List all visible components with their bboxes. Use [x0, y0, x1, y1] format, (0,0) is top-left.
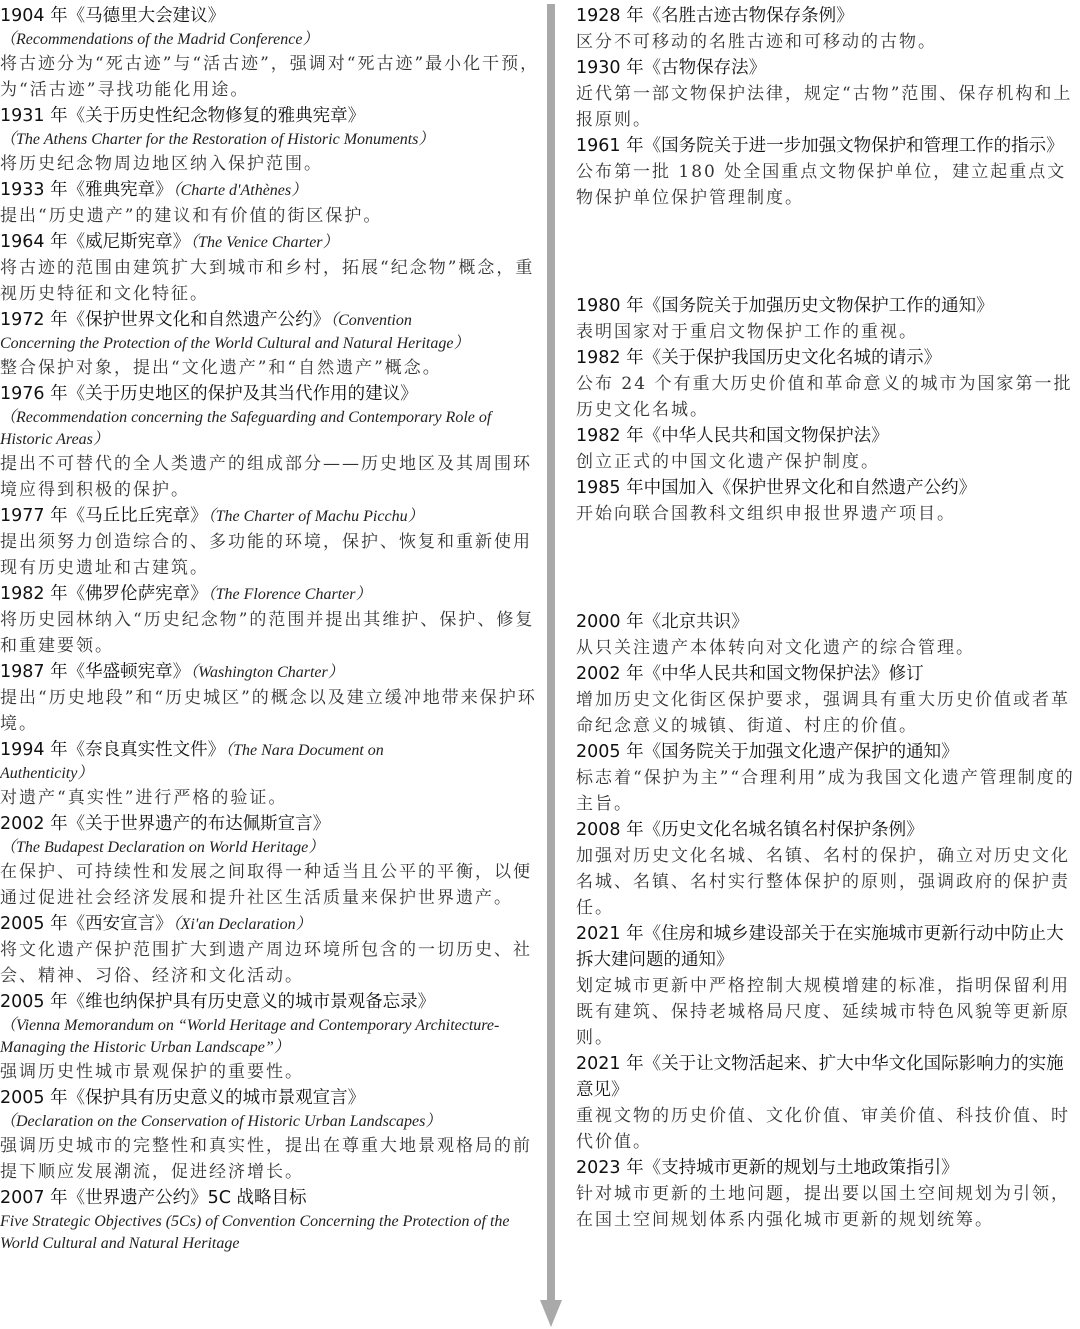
- entry-description: 对遗产“真实性”进行严格的验证。: [0, 788, 288, 808]
- entry-title: [0, 381, 540, 407]
- timeline-entry: [576, 1051, 1076, 1155]
- entry-title: [0, 307, 540, 333]
- timeline-entry: [576, 293, 1076, 345]
- entry-description: 区分不可移动的名胜古迹和可移动的古物。: [576, 32, 937, 52]
- entry-description: 创立正式的中国文化遗产保护制度。: [576, 452, 880, 472]
- entry-title-english: （Charte d'Athènes）: [172, 182, 308, 199]
- entry-description: 公布第一批 180 处全国重点文物保护单位，建立起重点文物保护单位保护管理制度。: [576, 162, 1067, 208]
- entry-title-text: 2000 年《北京共识》: [576, 612, 749, 632]
- entry-english-name: Authenticity）: [0, 765, 94, 782]
- entry-title-english: （The Florence Charter）: [207, 586, 372, 603]
- entry-english-name: Concerning the Protection of the World Cultural and Natural Heritage）: [0, 335, 470, 352]
- timeline-arrow: [540, 4, 562, 1327]
- entry-english-name: （Vienna Memorandum on “World Heritage and Contemporary Architecture-Managing the Historic Urban Landscape”）: [0, 1017, 500, 1056]
- entry-description: 针对城市更新的土地问题，提出要以国土空间规划为引领，在国土空间规划体系内强化城市更新的规划统筹。: [576, 1184, 1070, 1230]
- entry-description: 在保护、可持续性和发展之间取得一种适当且公平的平衡，以便通过促进社会经济发展和提升社区生活质量来保护世界遗产。: [0, 862, 532, 908]
- entry-english-name: （Declaration on the Conservation of Historic Urban Landscapes）: [0, 1113, 442, 1130]
- entry-title: [0, 581, 540, 607]
- timeline-entry: [576, 3, 1076, 55]
- timeline-entry: [0, 659, 540, 737]
- timeline-entry: [576, 609, 1076, 661]
- entry-title: [0, 1185, 540, 1211]
- entry-title-english: （Xi'an Declaration）: [172, 916, 312, 933]
- entry-title-text: 2021 年《住房和城乡建设部关于在实施城市更新行动中防止大拆大建问题的通知》: [576, 924, 1064, 970]
- entry-title: [576, 475, 1076, 501]
- entry-title-text: 2002 年《关于世界遗产的布达佩斯宣言》: [0, 814, 331, 834]
- entry-title-text: 1982 年《中华人民共和国文物保护法》: [576, 426, 889, 446]
- entry-title: [576, 609, 1076, 635]
- entry-description: 强调历史性城市景观保护的重要性。: [0, 1062, 304, 1082]
- entry-title-text: 2021 年《关于让文物活起来、扩大中华文化国际影响力的实施意见》: [576, 1054, 1064, 1100]
- entry-title: [576, 293, 1076, 319]
- timeline-entry: [576, 739, 1076, 817]
- entry-title: [576, 3, 1076, 29]
- entry-description: 标志着“保护为主”“合理利用”成为我国文化遗产管理制度的主旨。: [576, 768, 1075, 814]
- entry-description: 将历史园林纳入“历史纪念物”的范围并提出其维护、保护、修复和重建要领。: [0, 610, 535, 656]
- entry-description: 加强对历史文化名城、名镇、名村的保护，确立对历史文化名城、名镇、名村实行整体保护的原则，强调政府的保护责任。: [576, 846, 1070, 918]
- entry-title: [576, 739, 1076, 765]
- entry-description: 提出“历史遗产”的建议和有价值的街区保护。: [0, 206, 383, 226]
- timeline-entry: [0, 103, 540, 177]
- entry-title-text: 1972 年《保护世界文化和自然遗产公约》: [0, 310, 331, 330]
- entry-description: 整合保护对象，提出“文化遗产”和“自然遗产”概念。: [0, 358, 442, 378]
- entry-title: [576, 661, 1076, 687]
- timeline-arrow-shaft: [547, 4, 555, 1302]
- entry-title-text: 1933 年《雅典宪章》: [0, 180, 173, 200]
- entry-title-english: （The Charter of Machu Picchu）: [207, 508, 424, 525]
- entry-title-text: 1976 年《关于历史地区的保护及其当代作用的建议》: [0, 384, 418, 404]
- entry-title-text: 1964 年《威尼斯宪章》: [0, 232, 191, 252]
- timeline-entry: [0, 229, 540, 307]
- entry-title-english: （Convention: [330, 312, 412, 329]
- entry-title-text: 1930 年《古物保存法》: [576, 58, 767, 78]
- entry-english-name: Five Strategic Objectives (5Cs) of Convention Concerning the Protection of the World Cultural and Natural Heritage: [0, 1213, 510, 1252]
- timeline-entry: [0, 381, 540, 503]
- entry-title-english: （The Nara Document on: [225, 742, 384, 759]
- entry-title-text: 2005 年《维也纳保护具有历史意义的城市景观备忘录》: [0, 992, 436, 1012]
- entry-english-name: （Recommendations of the Madrid Conference）: [0, 31, 319, 48]
- entry-description: 提出须努力创造综合的、多功能的环境，保护、恢复和重新使用现有历史遗址和古建筑。: [0, 532, 532, 578]
- entry-title: [576, 817, 1076, 843]
- entry-title: [0, 811, 540, 837]
- period-gap: [576, 527, 1076, 609]
- entry-title-text: 2023 年《支持城市更新的规划与土地政策指引》: [576, 1158, 959, 1178]
- timeline-entry: [0, 3, 540, 103]
- entry-title: [576, 133, 1076, 159]
- entry-title-text: 1987 年《华盛顿宪章》: [0, 662, 191, 682]
- entry-title-text: 2007 年《世界遗产公约》5C 战略目标: [0, 1188, 307, 1208]
- timeline-entry: [0, 307, 540, 381]
- entry-description: 从只关注遗产本体转向对文化遗产的综合管理。: [576, 638, 975, 658]
- entry-description: 近代第一部文物保护法律，规定“古物”范围、保存机构和上报原则。: [576, 84, 1073, 130]
- entry-description: 公布 24 个有重大历史价值和革命意义的城市为国家第一批历史文化名城。: [576, 374, 1073, 420]
- timeline-arrow-head: [540, 1300, 562, 1327]
- timeline-entry: [576, 817, 1076, 921]
- entry-title: [0, 989, 540, 1015]
- timeline-entry: [576, 345, 1076, 423]
- entry-description: 强调历史城市的完整性和真实性，提出在尊重大地景观格局的前提下顺应发展潮流，促进经济增长。: [0, 1136, 532, 1182]
- timeline-entry: [576, 423, 1076, 475]
- entry-english-name: （Recommendation concerning the Safeguarding and Contemporary Role of Historic Areas）: [0, 409, 492, 448]
- entry-title-text: 1980 年《国务院关于加强历史文物保护工作的通知》: [576, 296, 994, 316]
- entry-title: [0, 3, 540, 29]
- entry-title: [576, 345, 1076, 371]
- entry-description: 划定城市更新中严格控制大规模增建的标准，指明保留利用既有建筑、保持老城格局尺度、延续城市特色风貌等更新原则。: [576, 976, 1070, 1048]
- entry-description: 增加历史文化街区保护要求，强调具有重大历史价值或者革命纪念意义的城镇、街道、村庄的价值。: [576, 690, 1070, 736]
- entry-title: [0, 737, 540, 763]
- timeline-entry: [0, 737, 540, 811]
- timeline-entry: [0, 989, 540, 1085]
- entry-description: 将古迹的范围由建筑扩大到城市和乡村，拓展“纪念物”概念，重视历史特征和文化特征。: [0, 258, 535, 304]
- timeline-entry: [0, 911, 540, 989]
- entry-title-text: 1928 年《名胜古迹古物保存条例》: [576, 6, 854, 26]
- entry-title-text: 1994 年《奈良真实性文件》: [0, 740, 226, 760]
- timeline-entry: [0, 811, 540, 911]
- entry-title-english: （Washington Charter）: [190, 664, 344, 681]
- entry-description: 将历史纪念物周边地区纳入保护范围。: [0, 154, 323, 174]
- entry-description: 重视文物的历史价值、文化价值、审美价值、科技价值、时代价值。: [576, 1106, 1070, 1152]
- entry-title: [576, 1155, 1076, 1181]
- timeline-entry: [576, 55, 1076, 133]
- entry-title-text: 2008 年《历史文化名城名镇名村保护条例》: [576, 820, 924, 840]
- international-documents-column: [0, 3, 540, 1255]
- entry-title-english: （The Venice Charter）: [190, 234, 339, 251]
- entry-title: [0, 177, 540, 203]
- entry-title: [576, 55, 1076, 81]
- entry-title-text: 2005 年《保护具有历史意义的城市景观宣言》: [0, 1088, 366, 1108]
- entry-title-text: 1985 年中国加入《保护世界文化和自然遗产公约》: [576, 478, 977, 498]
- entry-title-text: 1977 年《马丘比丘宪章》: [0, 506, 208, 526]
- entry-title: [0, 503, 540, 529]
- timeline-entry: [576, 921, 1076, 1051]
- entry-title: [576, 921, 1076, 973]
- timeline-entry: [576, 475, 1076, 527]
- entry-description: 开始向联合国教科文组织申报世界遗产项目。: [576, 504, 956, 524]
- entry-title: [576, 423, 1076, 449]
- entry-title-text: 2002 年《中华人民共和国文物保护法》修订: [576, 664, 924, 684]
- period-gap: [576, 211, 1076, 293]
- entry-title-text: 1904 年《马德里大会建议》: [0, 6, 226, 26]
- timeline-entry: [0, 503, 540, 581]
- entry-title-text: 1982 年《佛罗伦萨宪章》: [0, 584, 208, 604]
- entry-title: [0, 1085, 540, 1111]
- entry-english-name: （The Budapest Declaration on World Heritage）: [0, 839, 325, 856]
- entry-title-text: 1961 年《国务院关于进一步加强文物保护和管理工作的指示》: [576, 136, 1064, 156]
- entry-description: 表明国家对于重启文物保护工作的重视。: [576, 322, 918, 342]
- entry-title-text: 2005 年《西安宣言》: [0, 914, 173, 934]
- entry-title: [0, 103, 540, 129]
- entry-title-text: 1982 年《关于保护我国历史文化名城的请示》: [576, 348, 942, 368]
- entry-title: [0, 911, 540, 937]
- timeline-entry: [0, 1085, 540, 1185]
- entry-description: 将古迹分为“死古迹”与“活古迹”，强调对“死古迹”最小化干预，为“活古迹”寻找功能化用途。: [0, 54, 540, 100]
- entry-description: 提出“历史地段”和“历史城区”的概念以及建立缓冲地带来保护环境。: [0, 688, 537, 734]
- entry-title-text: 1931 年《关于历史性纪念物修复的雅典宪章》: [0, 106, 366, 126]
- entry-title-text: 2005 年《国务院关于加强文化遗产保护的通知》: [576, 742, 959, 762]
- timeline-entry: [0, 1185, 540, 1255]
- entry-title: [0, 659, 540, 685]
- timeline-entry: [0, 581, 540, 659]
- entry-description: 提出不可替代的全人类遗产的组成部分——历史地区及其周围环境应得到积极的保护。: [0, 454, 532, 500]
- timeline-entry: [576, 1155, 1076, 1233]
- timeline-entry: [576, 133, 1076, 211]
- entry-english-name: （The Athens Charter for the Restoration of Historic Monuments）: [0, 131, 435, 148]
- entry-description: 将文化遗产保护范围扩大到遗产周边环境所包含的一切历史、社会、精神、习俗、经济和文化活动。: [0, 940, 532, 986]
- timeline-entry: [576, 661, 1076, 739]
- entry-title: [576, 1051, 1076, 1103]
- entry-title: [0, 229, 540, 255]
- timeline-entry: [0, 177, 540, 229]
- china-documents-column: [576, 3, 1076, 1233]
